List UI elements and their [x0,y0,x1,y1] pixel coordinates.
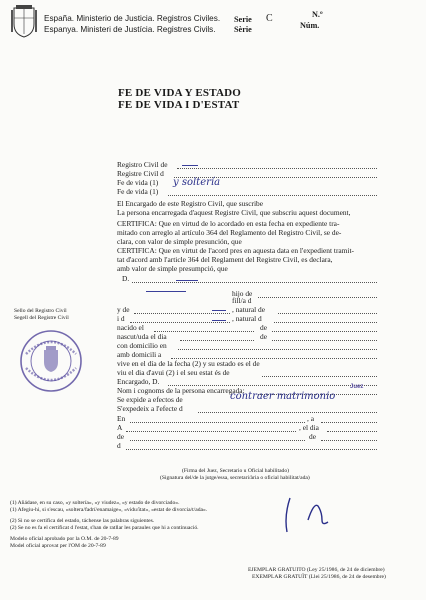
model-es: Modelo oficial aprobado por la O.M. de 20-7-89 [10,536,119,542]
place-a-line [321,422,377,423]
coat-of-arms-icon [10,4,38,38]
certifica-es-3: clara, con valor de simple presunción, que [117,237,242,246]
title-ca: FE DE VIDA I D'ESTAT [118,99,240,111]
signature-caption-es: (Firma del Juez, Secretario u Oficial habilitado) [182,468,290,474]
footnote-1-es: (1) Añádase, en su caso, «y soltería», «y viudez», «y estado de divorciado». [10,500,180,506]
certifica-ca-3: amb valor de simple presumpció, que [117,264,228,273]
row-encargado-d: Encargado, D. [117,377,160,386]
row-d-line [132,282,377,283]
gratuito-es: EJEMPLAR GRATUITO (Ley 25/1986, de 24 de diciembre) [248,567,385,573]
signature-caption-ca: (Signatura del/de la jutge/essa, secretari/ària o oficial habilitat/ada) [160,475,310,481]
fe-ca: Fe de vida (1) [117,187,159,196]
row-natural-d-line [274,322,377,323]
registro-es-line [177,168,377,169]
serie-label-es: Serie [234,15,252,24]
row-nascut-de: de [260,332,267,341]
serie-value: C [266,13,273,24]
row-fill-d: fill/a d [232,296,252,305]
place-de2: de [309,432,316,441]
row-nacido-de-line [272,331,377,332]
row-nom-cognoms: Nom i cognoms de la persona encarregada: [117,386,245,395]
row-domicili: amb domicili a [117,350,162,359]
seal-caption-ca: Segell del Registre Civil [14,315,69,321]
row-hijo-de: hijo de [232,289,253,298]
row-domicilio: con domicilio en [117,341,167,350]
place-d-line [126,449,377,450]
row-hijo-de-line [258,297,377,298]
encargado-ca: La persona encarregada d'aquest Registre Civil, que subscriu aquest document, [117,208,351,217]
row-i-d: i d [117,314,125,323]
place-el-dia-line [327,431,377,432]
row-domicilio-line [178,349,377,350]
place-a2-line [126,431,296,432]
stamp-juez: Juez [350,384,364,390]
row-d: D. [122,274,130,283]
row-y-de-ink-dash [212,310,226,311]
place-de: de [117,432,124,441]
serie-label-ca: Sèrie [234,25,252,34]
number-label-ca: Núm. [300,21,320,30]
fe-value-handwritten: y soltería [173,177,221,188]
gratuito-ca: EXEMPLAR GRATUÏT (Llei 25/1986, de 24 de desembre) [252,574,386,580]
certifica-ca-1: CERTIFICA: Que en virtut de l'acord pres en aquesta data en l'expedient tramit- [117,246,355,255]
footnote-2-ca: (2) Se no es fa el certificat d l'estat, s'han de ratllar les paraules que hi a continuació. [10,525,199,531]
place-d: d [117,441,121,450]
ministry-es: España. Ministerio de Justicia. Registros Civiles. [44,14,221,23]
title-es: FE DE VIDA Y ESTADO [118,87,241,99]
certifica-es-1: CERTIFICA: Que en virtud de lo acordado en esta fecha en expediente tra- [117,219,340,228]
row-viu-line [262,376,377,377]
row-vive: vive en el día de la fecha (2) y su estado es el de [117,359,260,368]
row-i-d-line [130,322,230,323]
row-s-expedeix: S'expedeix a l'efecte d [117,404,183,413]
seal-caption-es: Sello del Registro Civil [14,308,67,314]
row-nascut-line [180,340,254,341]
footnote-2-es: (2) Si no se certifica del estado, táchense las palabras siguientes. [10,518,155,524]
model-ca: Model oficial aprovat per l'OM de 20-7-89 [10,543,106,549]
place-en: En [117,414,126,423]
registro-es: Registro Civil de [117,160,168,169]
certifica-es-2: mitado con arreglo al artículo 364 del Reglamento del Registro Civil, se de- [117,228,342,237]
signature-handwritten [278,490,338,540]
place-en-line [130,422,305,423]
row-nascut-de-line [272,340,377,341]
row-nacido-de: de [260,323,267,332]
registro-ink-dash [182,165,198,166]
number-label-es: N.º [312,10,323,19]
footnote-1-ca: (1) Afegiu-hi, si s'escau, «soltera/fadrí/enamaige», «vidu/ïtat», «estat de divorcia/t/ada». [10,507,208,513]
place-comma-a: , a [307,414,314,423]
row-y-de: y de [117,305,130,314]
registry-seal-stamp [18,328,84,394]
row-d-ink-dash [176,280,198,281]
fe-ca-line [168,195,377,196]
place-el-dia: , el dia [299,423,319,432]
place-de-line [130,440,305,441]
row-i-d-ink-dash [212,320,226,321]
row-natural-d: , natural d [232,314,262,323]
place-a: A [117,423,123,432]
certifica-ca-2: tat d'acord amb l'article 364 del Reglament del Registre Civil, es declara, [117,255,333,264]
row-hijo-ink-dash [146,291,186,292]
row-nascut: nascut/uda el dia [117,332,167,341]
place-de2-line [321,440,377,441]
row-natural-de: , natural de [232,305,266,314]
row-natural-de-line [278,313,377,314]
fe-es: Fe de vida (1) [117,178,159,187]
registro-ca: Registre Civil d [117,169,164,178]
row-nacido-el: nacido el [117,323,144,332]
row-viu: viu el dia d'avui (2) i el seu estat és de [117,368,230,377]
row-y-de-line [134,313,230,314]
encargado-es: El Encargado de este Registro Civil, que suscribe [117,199,263,208]
row-nacido-line [154,331,254,332]
purpose-handwritten: contraer matrimonio [230,391,336,402]
ministry-ca: Espanya. Ministeri de Justícia. Registres Civils. [44,25,216,34]
row-se-expide: Se expide a efectos de [117,395,183,404]
row-expedeix-line [198,412,377,413]
